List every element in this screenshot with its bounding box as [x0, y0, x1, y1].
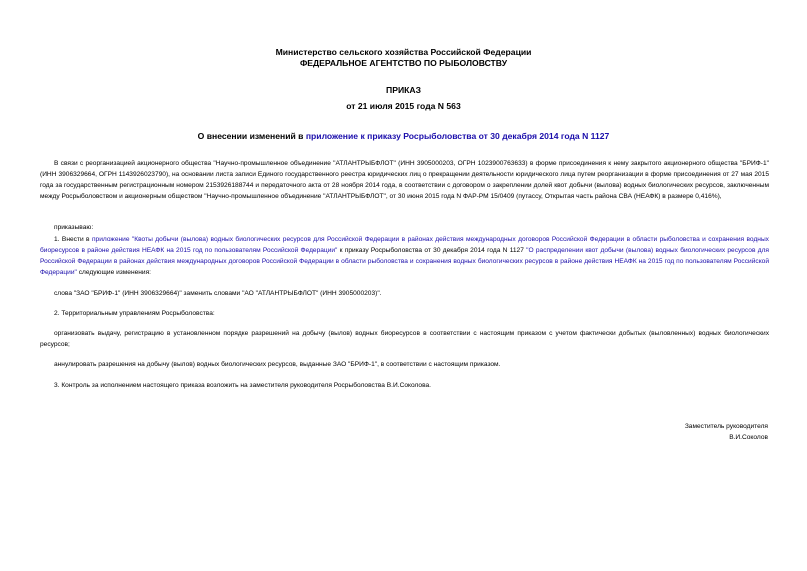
heading-link[interactable]: приложение к приказу Росрыболовства от 30 декабря 2014 года N 1127 — [305, 131, 610, 141]
order-date-number: от 21 июля 2015 года N 563 — [346, 101, 461, 111]
item1-link-order[interactable]: "О распределении квот добычи (вылова) водных биологических ресурсов для Российской Федерации в районах действия международных договоров Российской Федерации в области рыболовства и сохранения водных биологических ресурсов в районе действия НЕАФК на 2015 год по пользователям Российской Федерации" — [40, 247, 769, 276]
signature-block — [685, 421, 768, 443]
signer-position: Заместитель руководителя — [684, 423, 768, 430]
item1-prefix: 1. Внести в — [54, 236, 92, 243]
preamble-paragraph: В связи с реорганизацией акционерного общества "Научно-промышленное объединение "АТЛАНТРЫБФЛОТ" (ИНН 3905000203, ОГРН 1023900763633) в форме присоединения к нему закрытого акционерного общества "БРИФ-1" (ИНН 3906329664, ОГРН 1143926023790), на основании листа записи Единого государственного реестра юридических лиц о прекращении деятельности юридического лица путем реорганизации в форме присоединения от 27 мая 2015 года за государственным регистрационным номером 2153926188744 и передаточного акта от 28 ноября 2014 года, в соответствии с договором о закреплении долей квот добычи (вылова) водных биологических ресурсов, заключенным между Росрыболовством и акционерным обществом "Научно-промышленное объединение "АТЛАНТРЫБФЛОТ", от 30 июня 2015 года N ФАР-РМ 15/0409 (путассу, Открытая часть района СВА (НЕАФК) в размере 0,416%), — [40, 160, 769, 200]
item-3-paragraph: 3. Контроль за исполнением настоящего приказа возложить на заместителя руководителя Росрыболовства В.И.Соколова. — [54, 382, 431, 389]
item1-middle: к приказу Росрыболовства от 30 декабря 2014 года N 1127 — [337, 247, 527, 254]
heading-prefix: О внесении изменений в — [197, 131, 306, 141]
item1-suffix: следующие изменения: — [76, 269, 152, 276]
ministry-name: Министерство сельского хозяйства Российской Федерации — [275, 47, 532, 57]
document-type: ПРИКАЗ — [386, 85, 421, 95]
item-2b-paragraph: аннулировать разрешения на добычу (вылов) водных биологических ресурсов, выданные ЗАО "БРИФ-1", в соответствии с настоящим приказом. — [54, 361, 501, 368]
item-1-paragraph — [40, 234, 769, 278]
item1-link-annex[interactable]: приложение "Квоты добычи (вылова) водных биологических ресурсов для Российской Федерации в районах действия международных договоров Российской Федерации в области рыболовства и сохранения водных биоресурсов в районе действия НЕАФК на 2015 год по пользователям Российской Федерации" — [40, 236, 769, 254]
replace-paragraph: слова "ЗАО "БРИФ-1" (ИНН 3906329664)" заменить словами "АО "АТЛАНТРЫБФЛОТ" (ИНН 3905000203)". — [54, 290, 382, 297]
item-2-paragraph: 2. Территориальным управлениям Росрыболовства: — [54, 310, 215, 317]
order-heading — [0, 131, 807, 142]
agency-name: ФЕДЕРАЛЬНОЕ АГЕНТСТВО ПО РЫБОЛОВСТВУ — [299, 58, 508, 68]
item-2a-paragraph: организовать выдачу, регистрацию в установленном порядке разрешений на добычу (вылов) водных биоресурсов в соответствии с настоящим приказом с учетом фактически добытых (выловленных) водных биологических ресурсов; — [40, 330, 769, 348]
document-header — [0, 47, 807, 69]
signer-name: В.И.Соколов — [729, 434, 768, 441]
order-word: приказываю: — [54, 224, 94, 231]
